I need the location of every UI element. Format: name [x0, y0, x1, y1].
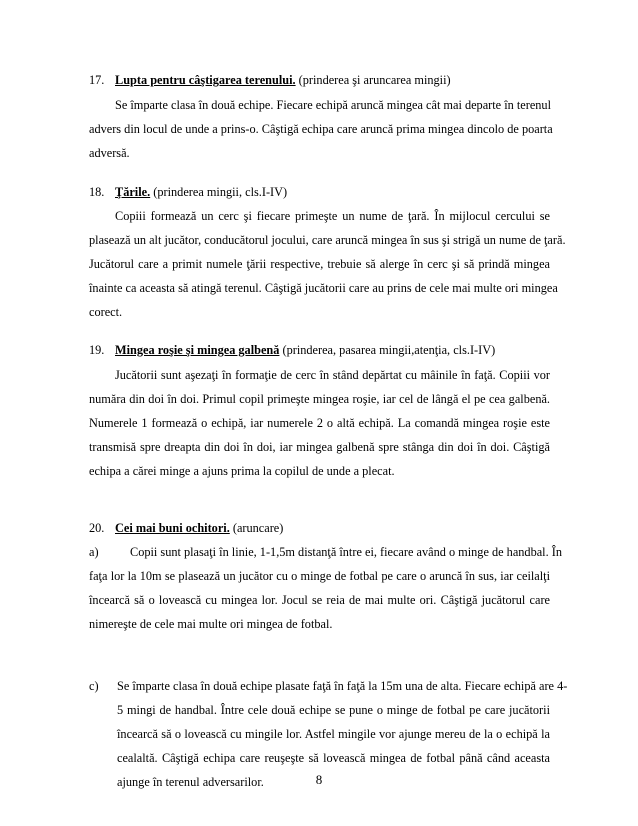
paragraph-line: transmisă spre dreapta din doi în doi, iar mingea galbenă spre stânga din doi în doi. Câştigă — [89, 440, 550, 454]
paragraph-line: corect. — [89, 305, 123, 319]
paragraph-line: încearcă să o lovească cu mingile lor. Astfel mingile vor ajunge mereu de la o echipă la — [117, 727, 550, 741]
section-subtitle: (prinderea, pasarea mingii,atenţia, cls.I-IV) — [279, 343, 496, 357]
paragraph-line: Se împarte clasa în două echipe plasate faţă în faţă la 15m una de alta. Fiecare echipă are 4- — [117, 679, 568, 693]
paragraph-line: cealaltă. Câştigă echipa care reuşeşte să lovească mingea de fotbal până când aceasta — [117, 751, 550, 765]
section-number: 18. — [89, 185, 105, 199]
paragraph-line: nimereşte de cele mai multe ori mingea de fotbal. — [89, 617, 333, 631]
paragraph-line: încearcă să o lovească cu mingea lor. Jocul se reia de mai multe ori. Câştigă jucătorul care — [89, 593, 550, 607]
section-subtitle: (aruncare) — [229, 521, 284, 535]
section-title: Ţările. — [115, 185, 151, 199]
paragraph-line: echipa a cărei minge a ajuns prima la copilul de unde a plecat. — [89, 464, 395, 478]
paragraph-line: Numerele 1 formează o echipă, iar numerele 2 o altă echipă. La comandă mingea roşie este — [89, 416, 550, 430]
paragraph-line: Jucătorul care a primit numele ţării respective, trebuie să alerge în cerc şi să prindă mingea — [89, 257, 550, 271]
paragraph-line: înainte ca aceasta să atingă terenul. Câştigă jucătorii care au prins de cele mai multe ori mingea — [89, 281, 558, 295]
paragraph-line: adversă. — [89, 146, 130, 160]
paragraph-line: 5 mingi de handbal. Între cele două echipe se pune o minge de fotbal pe care jucătorii — [117, 703, 550, 717]
paragraph-line: faţa lor la 10m se plasează un jucător cu o minge de fotbal pe care o aruncă în sus, iar ceilalţi — [89, 569, 550, 583]
section-number: 20. — [89, 521, 105, 535]
paragraph-line: Se împarte clasa în două echipe. Fiecare echipă aruncă mingea cât mai departe în terenul — [115, 98, 551, 112]
section-title: Lupta pentru câştigarea terenului. — [115, 73, 296, 87]
paragraph-line: plasează un alt jucător, conducătorul jocului, care aruncă mingea în sus şi strigă un nume de ţară. — [89, 233, 566, 247]
section-17-heading — [89, 73, 550, 88]
page-number: 8 — [315, 772, 323, 787]
section-title: Cei mai buni ochitori. — [115, 521, 230, 535]
paragraph-line: Copiii formează un cerc şi fiecare primeşte un nume de ţară. În mijlocul cercului se — [115, 209, 550, 223]
section-number: 17. — [89, 73, 105, 87]
section-subtitle: (prinderea mingii, cls.I-IV) — [150, 185, 288, 199]
section-18-heading — [89, 185, 550, 200]
item-label-c: c) — [89, 679, 99, 693]
section-number: 19. — [89, 343, 105, 357]
paragraph-line: Jucătorii sunt aşezaţi în formaţie de cerc în stând depărtat cu mâinile în faţă. Copiii vor — [115, 368, 550, 382]
paragraph-line: Copii sunt plasaţi în linie, 1-1,5m distanţă între ei, fiecare având o minge de handbal. În — [130, 545, 562, 559]
section-title: Mingea roşie şi mingea galbenă — [115, 343, 280, 357]
item-label-a: a) — [89, 545, 99, 559]
section-19-heading — [89, 343, 550, 358]
section-subtitle: (prinderea şi aruncarea mingii) — [295, 73, 451, 87]
section-20-heading — [89, 521, 550, 536]
paragraph-line: număra din doi în doi. Primul copil primeşte mingea roşie, iar cel de lângă el pe cea galbenă. — [89, 392, 550, 406]
paragraph-line: advers din locul de unde a prins-o. Câştigă echipa care aruncă prima mingea dincolo de poarta — [89, 122, 553, 136]
paragraph-line: ajunge în terenul adversarilor. — [117, 775, 264, 789]
